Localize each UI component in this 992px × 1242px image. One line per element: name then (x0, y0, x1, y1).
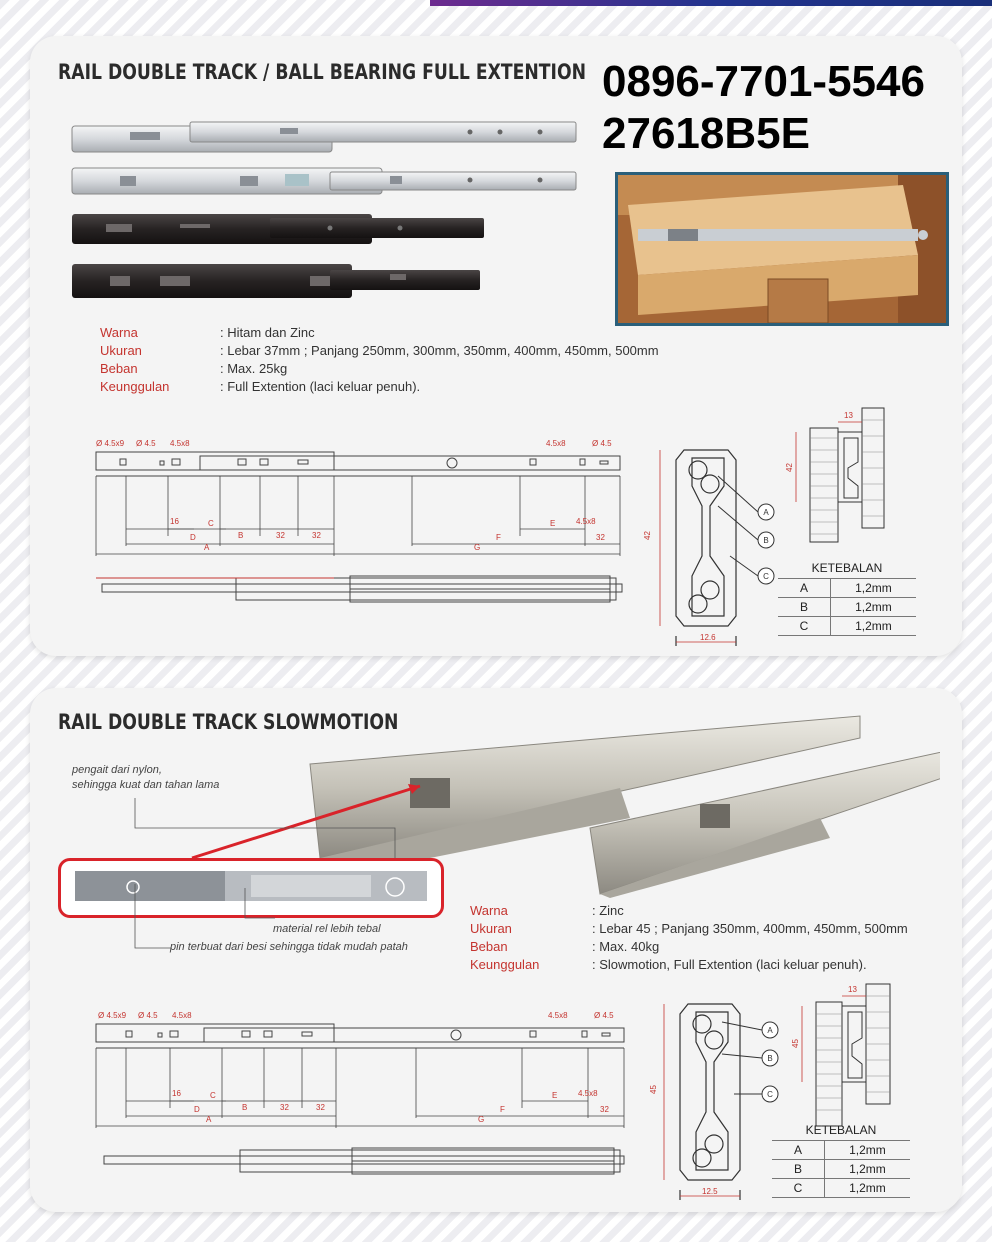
ketebalan-title: KETEBALAN (811, 561, 883, 575)
dim-label: G (474, 543, 481, 552)
product-code: 27618B5E (602, 109, 810, 158)
dim-label: 16 (170, 517, 179, 526)
dim-label: F (500, 1105, 505, 1114)
wall-mount-diagram (778, 406, 888, 556)
ketebalan-title: KETEBALAN (805, 1123, 877, 1137)
part-label: B (763, 536, 769, 545)
wall-height: 45 (791, 1039, 800, 1048)
wall-mount-diagram (780, 982, 900, 1132)
part-label: C (767, 1090, 773, 1099)
spec-row: Warna : Hitam dan Zinc (100, 325, 315, 340)
dim-label: 32 (312, 531, 321, 540)
technical-drawing (90, 426, 630, 616)
callout-label: 4.5x8 (546, 439, 566, 448)
dim-label: 32 (276, 531, 285, 540)
dim-label: D (194, 1105, 200, 1114)
dim-label: 32 (596, 533, 605, 542)
dim-label: D (190, 533, 196, 542)
section-title: RAIL DOUBLE TRACK SLOWMOTION (58, 710, 399, 734)
spec-row: Ukuran : Lebar 45 ; Panjang 350mm, 400mm, 450mm, 500mm (470, 921, 908, 936)
part-label: B (767, 1054, 773, 1063)
callout-label: 4.5x8 (576, 517, 596, 526)
top-accent-bar (430, 0, 992, 6)
table-row: A 1,2mm (772, 1141, 910, 1160)
wall-thickness: 13 (844, 411, 853, 420)
table-row: B 1,2mm (778, 598, 916, 617)
profile-height: 45 (649, 1085, 658, 1094)
callout-label: 4.5x8 (578, 1089, 598, 1098)
spec-row: Ukuran : Lebar 37mm ; Panjang 250mm, 300mm, 350mm, 400mm, 450mm, 500mm (100, 343, 659, 358)
dim-label: C (208, 519, 214, 528)
section-title: RAIL DOUBLE TRACK / BALL BEARING FULL EXTENTION (58, 60, 587, 84)
dim-label: F (496, 533, 501, 542)
table-row: C 1,2mm (772, 1179, 910, 1198)
callout-label: Ø 4.5x9 (98, 1011, 127, 1020)
drawer-photo (615, 172, 949, 326)
spec-row: Keunggulan : Full Extention (laci keluar penuh). (100, 379, 421, 394)
rail-zinc-2 (72, 168, 576, 194)
dim-label: C (210, 1091, 216, 1100)
callout-label: Ø 4.5 (136, 439, 156, 448)
product-card-full-extention (30, 36, 962, 656)
contact-block (602, 56, 925, 160)
rail-profile-section (640, 436, 780, 646)
rail-black-1 (72, 214, 484, 244)
wall-height: 42 (785, 463, 794, 472)
part-label: C (763, 572, 769, 581)
spec-row: Warna : Zinc (470, 903, 624, 918)
dim-label: E (552, 1091, 558, 1100)
spec-row: Beban : Max. 40kg (470, 939, 660, 954)
dim-label: G (478, 1115, 485, 1124)
dim-label: 32 (280, 1103, 289, 1112)
phone-number: 0896-7701-5546 (602, 57, 925, 106)
profile-width: 12.5 (702, 1187, 718, 1196)
callout-label: 4.5x8 (170, 439, 190, 448)
callout-label: Ø 4.5x9 (96, 439, 125, 448)
rail-zinc-1 (72, 122, 576, 152)
dim-label: 32 (600, 1105, 609, 1114)
part-label: A (763, 508, 769, 517)
spec-row: Keunggulan : Slowmotion, Full Extention (laci keluar penuh). (470, 957, 867, 972)
profile-height: 42 (643, 531, 652, 540)
dim-label: A (204, 543, 210, 552)
rail-product-photos (70, 118, 585, 304)
technical-drawing (90, 998, 630, 1188)
spec-row: Beban : Max. 25kg (100, 361, 288, 376)
dim-label: E (550, 519, 556, 528)
note-nylon-2: sehingga kuat dan tahan lama (72, 779, 220, 791)
note-nylon: pengait dari nylon, (72, 764, 162, 776)
dim-label: B (242, 1103, 248, 1112)
table-row: B 1,2mm (772, 1160, 910, 1179)
dim-label: A (206, 1115, 212, 1124)
part-label: A (767, 1026, 773, 1035)
dim-label: B (238, 531, 244, 540)
rail-profile-section (644, 994, 784, 1204)
wall-thickness: 13 (848, 985, 857, 994)
product-card-slowmotion (30, 688, 962, 1212)
note-material: material rel lebih tebal (273, 923, 381, 935)
callout-label: Ø 4.5 (592, 439, 612, 448)
callout-label: Ø 4.5 (138, 1011, 158, 1020)
ketebalan-table (772, 1120, 910, 1198)
dim-label: 16 (172, 1089, 181, 1098)
ketebalan-table (778, 558, 916, 636)
callout-label: Ø 4.5 (594, 1011, 614, 1020)
callout-label: 4.5x8 (172, 1011, 192, 1020)
table-row: A 1,2mm (778, 579, 916, 598)
profile-width: 12.6 (700, 633, 716, 642)
rail-black-2 (72, 264, 480, 298)
spec-list (100, 324, 659, 396)
spec-list (470, 902, 908, 974)
callout-label: 4.5x8 (548, 1011, 568, 1020)
dim-label: 32 (316, 1103, 325, 1112)
table-row: C 1,2mm (778, 617, 916, 636)
note-pin: pin terbuat dari besi sehingga tidak mudah patah (170, 941, 408, 953)
